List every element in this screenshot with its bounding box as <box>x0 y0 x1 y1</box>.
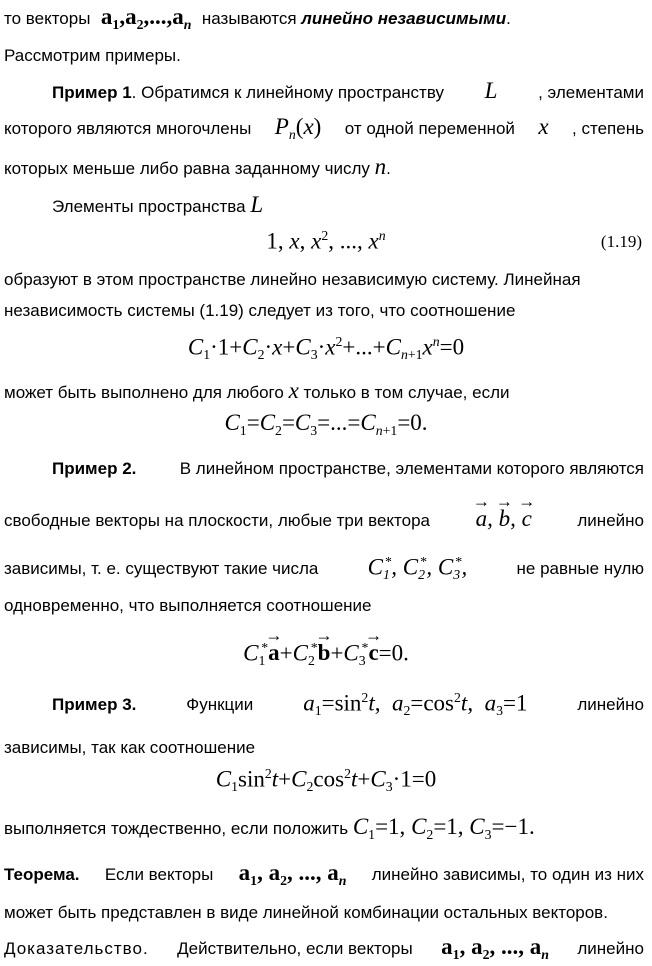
example-3-line-3 <box>4 814 644 843</box>
text: выполняется тождественно, если положить <box>4 819 349 838</box>
var-n: n <box>374 154 387 179</box>
coefficients-C-star: $C_1^*$, $C_2^*$, $C_3^*$, <box>367 554 468 583</box>
vector-list: $a_1$, $a_2$, ..., $a_n$ <box>238 860 347 888</box>
space-L: L <box>250 192 264 217</box>
text: которого являются многочлены <box>4 119 252 138</box>
text: Действительно, если векторы <box>177 939 413 958</box>
functions-a123: $a_1=\sin^2t$, $a_2=\cos^2t$, $a_3=1$ <box>303 690 528 719</box>
vectors-abc: → a, → b, → c <box>476 506 532 532</box>
text: которых меньше либо равна заданному числу <box>4 159 370 178</box>
text: линейно <box>577 511 644 530</box>
example-2-label: Пример 2. <box>52 459 137 478</box>
text: только в том случае, если <box>303 383 510 402</box>
text: , элементами <box>538 83 644 102</box>
term-linearly-independent: линейно независимыми <box>301 9 507 28</box>
text: Если векторы <box>104 865 214 884</box>
example-2-line-3 <box>4 554 644 583</box>
proof-line-1 <box>4 934 644 963</box>
equation-vectors: $C_1^*\to a+C_2^*\to b+C_3^*\to c=0$. <box>0 640 652 669</box>
text: , степень <box>572 119 644 138</box>
equation-trig: $C_1\sin^2t+C_2\cos^2t+C_3\cdot 1=0$ <box>215 766 437 795</box>
polynomial-Pn: $P_n(x)$ <box>274 114 322 142</box>
example-3-line-1 <box>52 690 644 719</box>
text: линейно <box>577 939 644 958</box>
equation-zero-coeffs: $C_1=C_2=C_3=...=C_{n+1}=0$. <box>224 410 428 438</box>
theorem-line-1 <box>4 860 644 889</box>
var-x: x <box>288 378 299 403</box>
var-x: x <box>538 114 549 139</box>
text: может быть представлен в виде линейной комбинации остальных векторов. <box>4 903 608 922</box>
theorem-label: Теорема. <box>4 865 80 884</box>
can-be-line <box>4 378 644 404</box>
after-eq-line-2: независимость системы (1.19) следует из того, что соотношение <box>4 301 516 320</box>
example-1-line-3 <box>4 154 644 180</box>
example-1-line-2 <box>4 114 644 143</box>
theorem-line-2 <box>4 903 644 923</box>
period: . <box>386 159 391 178</box>
after-eq-line-1 <box>4 270 644 290</box>
text: . Обратимся к линейному пространству <box>131 83 444 102</box>
equation-label: (1.19) <box>600 232 642 251</box>
space-L: L <box>484 78 498 103</box>
text: линейно зависимы, то один из них <box>371 865 644 884</box>
text: линейно <box>577 695 644 715</box>
text-line-2: Рассмотрим примеры. <box>4 46 181 65</box>
period: . <box>506 9 511 28</box>
example-3-line-2: зависимы, так как соотношение <box>4 738 256 757</box>
text-line-1 <box>4 4 644 33</box>
example-2-line-1 <box>52 459 644 479</box>
text: Функции <box>186 695 254 715</box>
text: зависимы, т. е. существуют такие числа <box>4 559 319 579</box>
example-3-label: Пример 3. <box>52 695 137 715</box>
example-2-line-4: одновременно, что выполняется соотношение <box>4 596 372 615</box>
example-1-line-1 <box>52 78 644 104</box>
text: не равные нулю <box>516 559 644 579</box>
equation-sum: $C_1\cdot 1+C_2\cdot x+C_3\cdot x^2+...+C_{n+1}x^n=0$ <box>187 334 465 363</box>
text: от одной переменной <box>344 119 515 138</box>
text: Элементы пространства <box>52 197 246 216</box>
text: называются <box>201 9 297 28</box>
substitution: $C_1=1$, $C_2=1$, $C_3=-1$. <box>352 814 535 842</box>
proof-label: Доказательство. <box>4 939 149 958</box>
vector-list: $a_1$, $a_2$, ..., $a_n$ <box>441 934 549 962</box>
text: может быть выполнено для любого <box>4 383 284 402</box>
example-2-line-2 <box>4 506 644 532</box>
example-1-label: Пример 1 <box>52 83 132 102</box>
text: свободные векторы на плоскости, любые три вектора <box>4 511 430 530</box>
vector-list: $a_1,a_2,...,a_n$ <box>95 4 192 32</box>
text: В линейном пространстве, элементами которого являются <box>179 459 644 478</box>
elements-line <box>52 192 644 218</box>
text: образуют в этом пространстве линейно независимую систему. Линейная <box>4 270 581 289</box>
text: то векторы <box>4 9 91 28</box>
equation-1-19: 1, x, $x^2$, ..., $x^n$ <box>266 228 386 254</box>
